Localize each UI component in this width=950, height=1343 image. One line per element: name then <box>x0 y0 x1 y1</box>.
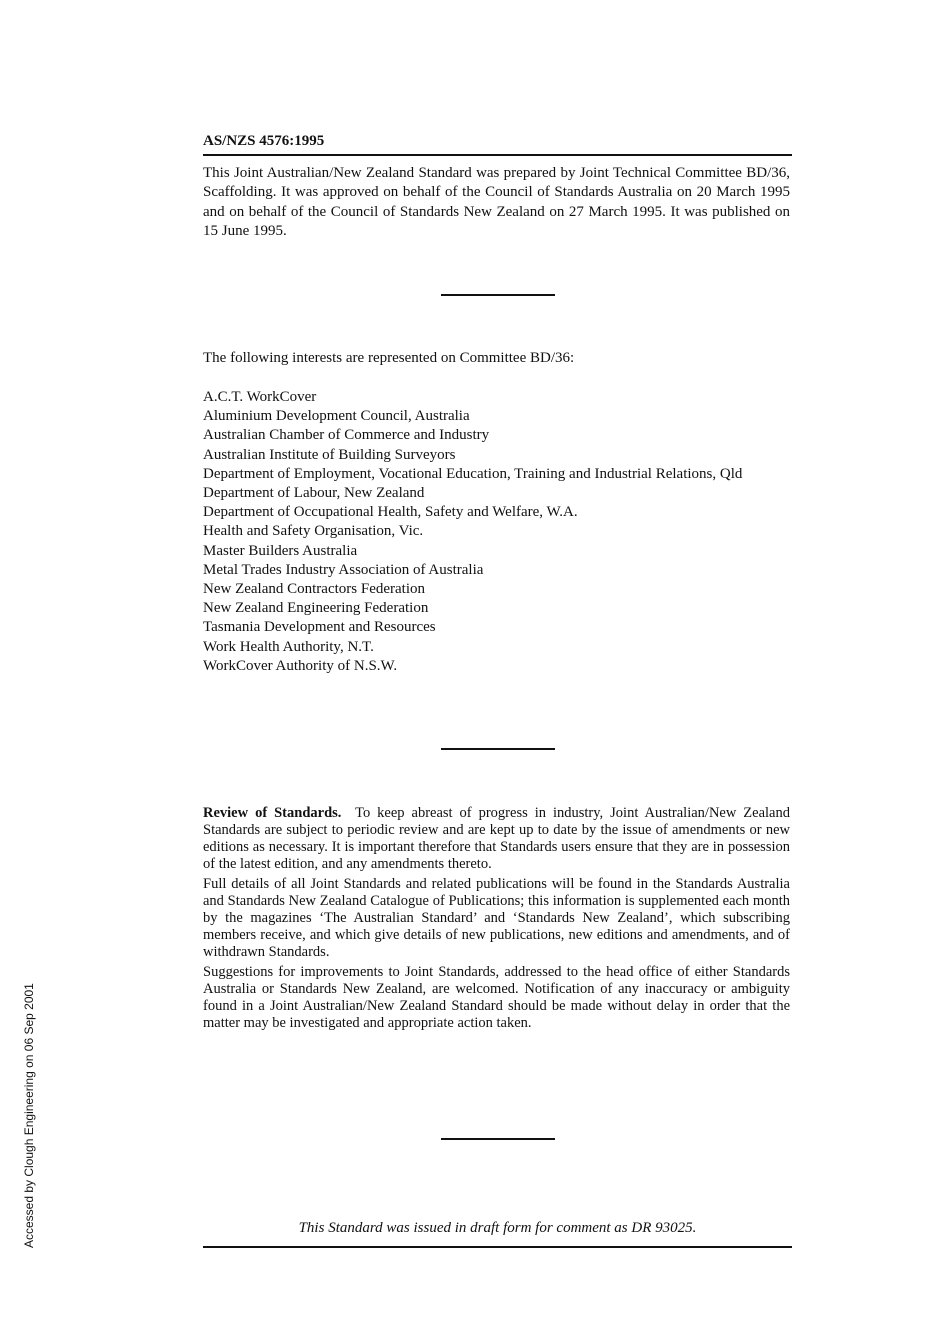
standard-number: AS/NZS 4576:1995 <box>203 133 325 149</box>
committee-member: Master Builders Australia <box>203 542 358 559</box>
draft-note: This Standard was issued in draft form for comment as DR 93025. <box>298 1220 697 1236</box>
committee-member: Department of Employment, Vocational Education, Training and Industrial Relations, Qld <box>203 465 743 482</box>
committee-member: Department of Labour, New Zealand <box>203 485 425 502</box>
committee-intro: The following interests are represented on Committee BD/36: <box>203 350 575 366</box>
committee-member: WorkCover Authority of N.S.W. <box>203 657 398 674</box>
review-paragraph-2: Full details of all Joint Standards and related publications will be found in the Standards Australia and Standards New Zealand Catalogue of Publications; this information is supplemented each month by the magazines ‘The Australian Standard’ and ‘Standards New Zealand’, which subscribing members receive, and which give details of new publications, new editions and amendments, and of withdrawn Standards. <box>203 876 790 960</box>
footer-rule <box>203 1246 792 1248</box>
committee-member: Tasmania Development and Resources <box>203 619 436 636</box>
committee-member: Health and Safety Organisation, Vic. <box>203 523 424 540</box>
committee-member-list <box>203 388 783 676</box>
committee-member: New Zealand Contractors Federation <box>203 581 426 598</box>
access-watermark: Accessed by Clough Engineering on 06 Sep 2001 <box>22 983 36 1248</box>
section-divider-3 <box>441 1138 555 1140</box>
section-divider-2 <box>441 748 555 750</box>
approval-paragraph: This Joint Australian/New Zealand Standard was prepared by Joint Technical Committee BD/36, Scaffolding. It was approved on behalf of the Council of Standards Australia on 20 March 1995 and on behalf of the Council of Standards New Zealand on 27 March 1995. It was published on 15 June 1995. <box>203 165 790 239</box>
committee-member: A.C.T. WorkCover <box>203 389 317 405</box>
review-paragraph-1 <box>203 805 790 873</box>
committee-member: Work Health Authority, N.T. <box>203 638 374 655</box>
committee-member: Department of Occupational Health, Safety and Welfare, W.A. <box>203 504 578 521</box>
committee-member: Australian Institute of Building Surveyors <box>203 446 456 463</box>
committee-member: Aluminium Development Council, Australia <box>203 408 470 425</box>
review-paragraph-3: Suggestions for improvements to Joint Standards, addressed to the head office of either Standards Australia or Standards New Zealand, are welcomed. Notification of any inaccuracy or ambiguity found in a Joint Australian/New Zealand Standard should be made without delay in order that the matter may be investigated and appropriate action taken. <box>203 964 790 1031</box>
section-divider-1 <box>441 294 555 296</box>
committee-member: New Zealand Engineering Federation <box>203 600 429 617</box>
review-heading: Review of Standards. <box>203 805 342 821</box>
committee-member: Metal Trades Industry Association of Australia <box>203 561 484 578</box>
header-rule <box>203 154 792 156</box>
committee-member: Australian Chamber of Commerce and Industry <box>203 427 490 444</box>
review-section <box>203 805 790 1035</box>
review-paragraph-1-text: To keep abreast of progress in industry, Joint Australian/New Zealand Standards are subject to periodic review and are kept up to date by the issue of amendments or new editions as necessary. It is important therefore that Standards users ensure that they are in possession of the latest edition, and any amendments thereto. <box>203 805 790 872</box>
